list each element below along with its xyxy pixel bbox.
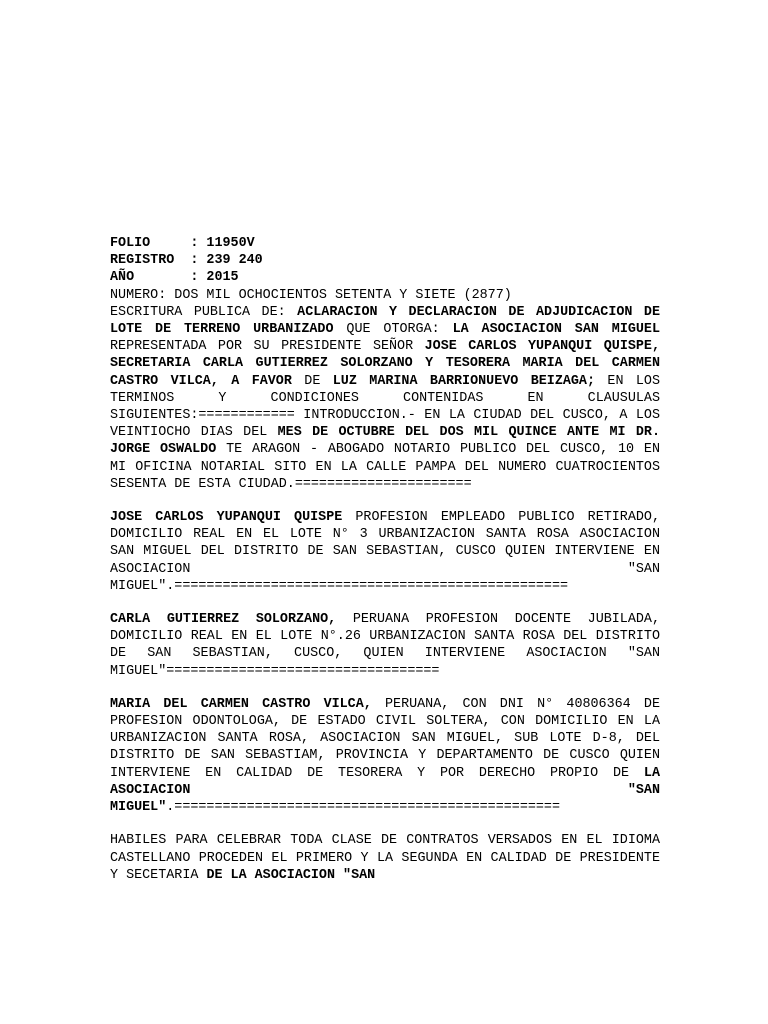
bold-run: JOSE CARLOS YUPANQUI QUISPE <box>110 510 343 526</box>
bold-run: MARIA DEL CARMEN CASTRO VILCA, <box>110 696 372 712</box>
text-run: ESCRITURA PUBLICA DE: <box>110 304 298 320</box>
text-run: REPRESENTADA POR SU PRESIDENTE SEÑOR <box>110 339 425 355</box>
text-run: .================================================ <box>166 800 560 816</box>
bold-run: LA ASOCIACION SAN MIGUEL <box>452 322 660 338</box>
bold-run: DE LA ASOCIACION "SAN <box>206 867 376 883</box>
paragraph-tesorera <box>110 696 660 816</box>
bold-run: ACLARACION Y DECLARACION DE ADJUDICACION DE LOTE DE TERRENO URBANIZADO <box>110 304 660 338</box>
paragraph-habiles <box>110 832 660 884</box>
bold-run: MES DE OCTUBRE DEL DOS MIL QUINCE ANTE MI DR. JORGE OSWALDO <box>110 425 661 458</box>
text-run: PROFESION EMPLEADO PUBLICO RETIRADO, DOMICILIO REAL EN EL LOTE N° 3 URBANIZACION SANTA ROSA ASOCIACION SAN MIGUEL DEL DISTRITO DE SAN SEBASTIAN, CUSCO QUIEN INTERVIENE EN ASOCIACION "SAN MIGUEL".================================================= <box>110 510 660 594</box>
paragraph-presidente <box>110 509 660 595</box>
bold-run: JOSE CARLOS YUPANQUI QUISPE, SECRETARIA CARLA GUTIERREZ SOLORZANO Y TESORERA MARIA DEL CARMEN CASTRO VILCA, A FAVOR <box>110 339 661 389</box>
text-run: EN LOS TERMINOS Y CONDICIONES CONTENIDAS EN CLAUSULAS SIGUIENTES:============ INTRODUCCION.- EN LA CIUDAD DEL CUSCO, A LOS VEINTIOCHO DIAS DEL <box>110 373 660 441</box>
document-body <box>110 235 660 884</box>
folio-line: FOLIO : 11950V <box>110 236 255 251</box>
anio-line: AÑO : 2015 <box>110 270 239 286</box>
text-run: TE ARAGON - ABOGADO NOTARIO PUBLICO DEL CUSCO, 10 EN MI OFICINA NOTARIAL SITO EN LA CALLE PAMPA DEL NUMERO CUATROCIENTOS SESENTA DE ESTA CIUDAD.====================== <box>110 442 660 492</box>
text-run: PERUANA PROFESION DOCENTE JUBILADA, DOMICILIO REAL EN EL LOTE N°.26 URBANIZACION SANTA ROSA DEL DISTRITO DE SAN SEBASTIAN, CUSCO, QUIEN INTERVIENE ASOCIACION "SAN MIGUEL"================================== <box>110 612 660 679</box>
text-run: PERUANA, CON DNI N° 40806364 DE PROFESION ODONTOLOGA, DE ESTADO CIVIL SOLTERA, CON DOMICILIO EN LA URBANIZACION SANTA ROSA, ASOCIACION SAN MIGUEL, SUB LOTE D-8, DEL DISTRITO DE SAN SEBASTIAM, PROVINCIA Y DEPARTAMENTO DE CUSCO QUIEN INTERVIENE EN CALIDAD DE TESORERA Y POR DERECHO PROPIO DE <box>110 696 660 781</box>
text-run: DE <box>291 373 333 389</box>
paragraph-escritura <box>110 304 660 493</box>
bold-run: LUZ MARINA BARRIONUEVO BEIZAGA; <box>332 373 595 389</box>
bold-run: CARLA GUTIERREZ SOLORZANO, <box>110 612 337 628</box>
numero-line: NUMERO: DOS MIL OCHOCIENTOS SETENTA Y SIETE (2877) <box>110 287 512 303</box>
paragraph-secretaria <box>110 611 660 680</box>
registro-line: REGISTRO : 239 240 <box>110 253 263 269</box>
text-run: HABILES PARA CELEBRAR TODA CLASE DE CONTRATOS VERSADOS EN EL IDIOMA CASTELLANO PROCEDEN EL PRIMERO Y LA SEGUNDA EN CALIDAD DE PRESIDENTE Y SECETARIA <box>110 833 660 883</box>
bold-run: LA ASOCIACION "SAN MIGUEL" <box>110 765 660 816</box>
text-run: QUE OTORGA: <box>333 322 453 338</box>
